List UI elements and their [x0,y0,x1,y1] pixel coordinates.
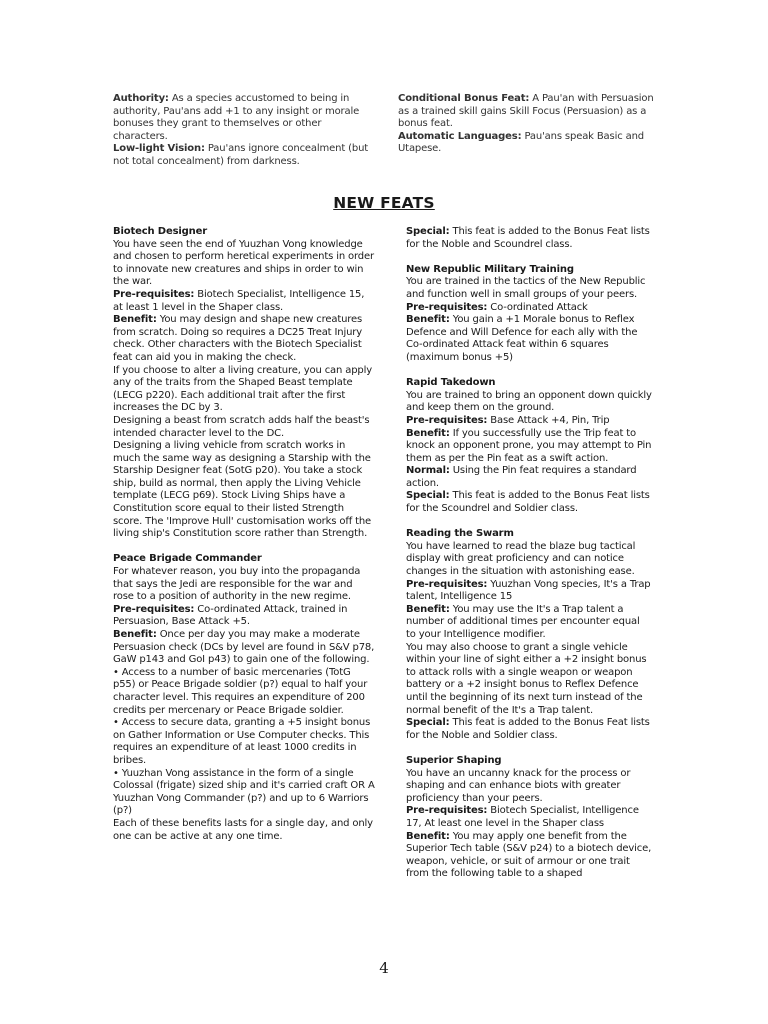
feat-benefit: Benefit: If you successfully use the Trip feat to knock an opponent prone, you may attempt to Pin them as per the Pin feat as a swift action. [406,427,652,464]
feat-paragraph: Each of these benefits lasts for a single day, and only one can be active at any one time. [113,817,373,842]
feat-bullet: • Access to secure data, granting a +5 insight bonus on Gather Information or Use Computer checks. This requires an expenditure of at least 1000 credits in bribes. [113,717,371,766]
feats-column-left [113,226,375,856]
feat-description: You have an uncanny knack for the process or shaping and can enhance biots with greater proficiency than your peers. [406,767,631,804]
feat-prerequisites: Pre-requisites: Co-ordinated Attack [406,301,588,313]
feat-benefit: Benefit: You may use the It's a Trap talent a number of additional times per encounter equal to your Intelligence modifier. [406,603,640,640]
feat-bullet: • Yuuzhan Vong assistance in the form of a single Colossal (frigate) sized ship and it's carried craft OR A Yuuzhan Vong Commander (p?) and up to 6 Warriors (p?) [113,767,375,817]
feat-title: Biotech Designer [113,226,208,237]
feat-bullet: • Access to a number of basic mercenaries (TotG p55) or Peace Brigade soldier (p?) equal to half your character level. This requires an expenditure of 200 credits per mercenary or Peace Brigade soldier. [113,666,368,716]
feat-benefit: Benefit: Once per day you may make a moderate Persuasion check (DCs by level are found in S&V p78, GaW p143 and GoI p43) to gain one of the following. [113,629,375,666]
feat-new-republic-military-training [406,264,652,365]
feat-benefit: Benefit: You may apply one benefit from the Superior Tech table (S&V p24) to a biotech device, weapon, vehicle, or suit of armour or one trait from the following table to a shaped [406,830,652,880]
feat-description: For whatever reason, you buy into the propaganda that says the Jedi are responsible for the war and rose to a position of authority in the new regime. [113,566,361,603]
page-number: 4 [379,959,389,977]
feat-normal: Normal: Using the Pin feat requires a standard action. [406,465,637,489]
feat-title: Superior Shaping [406,754,502,766]
feat-reading-the-swarm [406,528,652,742]
feat-rapid-takedown [406,377,652,516]
feat-biotech-designer-special [406,226,652,251]
feat-benefit: Benefit: You gain a +1 Morale bonus to Reflex Defence and Will Defence for each ally with the Co-ordinated Attack feat within 6 squares (maximum bonus +5) [406,314,638,363]
feat-title: New Republic Military Training [406,263,574,275]
feat-title: Reading the Swarm [406,528,514,540]
feat-benefit: Benefit: You may design and shape new creatures from scratch. Doing so requires a DC25 Treat Injury check. Other characters with the Biotech Specialist feat can aid you in making the check. [113,314,363,363]
feat-prerequisites: Pre-requisites: Base Attack +4, Pin, Trip [406,414,610,426]
feat-prerequisites: Pre-requisites: Biotech Specialist, Intelligence 15, at least 1 level in the Shaper class. [113,288,365,313]
feat-title: Peace Brigade Commander [113,553,262,565]
feat-special: Special: This feat is added to the Bonus Feat lists for the Noble and Soldier class. [406,717,650,741]
feat-paragraph: You may also choose to grant a single vehicle within your line of sight either a +2 insight bonus to attack rolls with a single weapon or weapon battery or a +2 insight bonus to Reflex Defence until the beginning of its next turn instead of the normal benefit of the It's a Trap talent. [406,641,647,716]
feat-title: Rapid Takedown [406,377,496,389]
feat-prerequisites: Pre-requisites: Co-ordinated Attack, trained in Persuasion, Base Attack +5. [113,603,348,628]
feat-paragraph: Designing a living vehicle from scratch works in much the same way as designing a Starship with the Starship Designer feat (SotG p20). You take a stock ship, build as normal, then apply the Living Vehicle template (LECG p69). Stock Living Ships have a Constitution score equal to their listed Strength score. The 'Improve Hull' customisation works off the living ship's Constitution score rather than Strength. [113,440,372,540]
species-traits-right [398,93,658,156]
trait-low-light-vision: Low-light Vision: Pau'ans ignore concealment (but not total concealment) from darkness. [113,143,369,167]
feat-prerequisites: Pre-requisites: Biotech Specialist, Intelligence 17, At least one level in the Shaper class [406,805,639,829]
feat-peace-brigade-commander [113,553,375,843]
feat-special: Special: This feat is added to the Bonus Feat lists for the Scoundrel and Soldier class. [406,490,650,515]
feat-description: You have seen the end of Yuuzhan Vong knowledge and chosen to perform heretical experiments in order to innovate new creatures and ships in order to win the war. [113,238,374,288]
section-title: NEW FEATS [333,194,435,212]
feats-column-right [406,226,652,893]
trait-automatic-languages: Automatic Languages: Pau'ans speak Basic and Utapese. [398,130,644,155]
feat-prerequisites: Pre-requisites: Yuuzhan Vong species, It's a Trap talent, Intelligence 15 [406,578,651,603]
feat-description: You are trained to bring an opponent down quickly and keep them on the ground. [406,389,652,414]
feat-paragraph: If you choose to alter a living creature, you can apply any of the traits from the Shaped Beast template (LECG p220). Each additional trait after the first increases the DC by 3. [113,364,373,414]
species-traits-left [113,93,375,169]
trait-conditional-bonus-feat: Conditional Bonus Feat: A Pau'an with Persuasion as a trained skill gains Skill Focus (Persuasion) as a bonus feat. [398,93,654,130]
feat-superior-shaping [406,755,652,881]
feat-special: Special: This feat is added to the Bonus Feat lists for the Noble and Scoundrel class. [406,226,650,250]
feat-description: You are trained in the tactics of the New Republic and function well in small groups of your peers. [406,276,646,300]
feat-paragraph: Designing a beast from scratch adds half the beast's intended character level to the DC. [113,414,370,439]
feat-description: You have learned to read the blaze bug tactical display with great proficiency and can notice changes in the situation with astonishing ease. [406,540,636,578]
trait-authority: Authority: As a species accustomed to being in authority, Pau'ans add +1 to any insight or morale bonuses they grant to themselves or other characters. [113,93,360,142]
feat-biotech-designer [113,226,375,541]
